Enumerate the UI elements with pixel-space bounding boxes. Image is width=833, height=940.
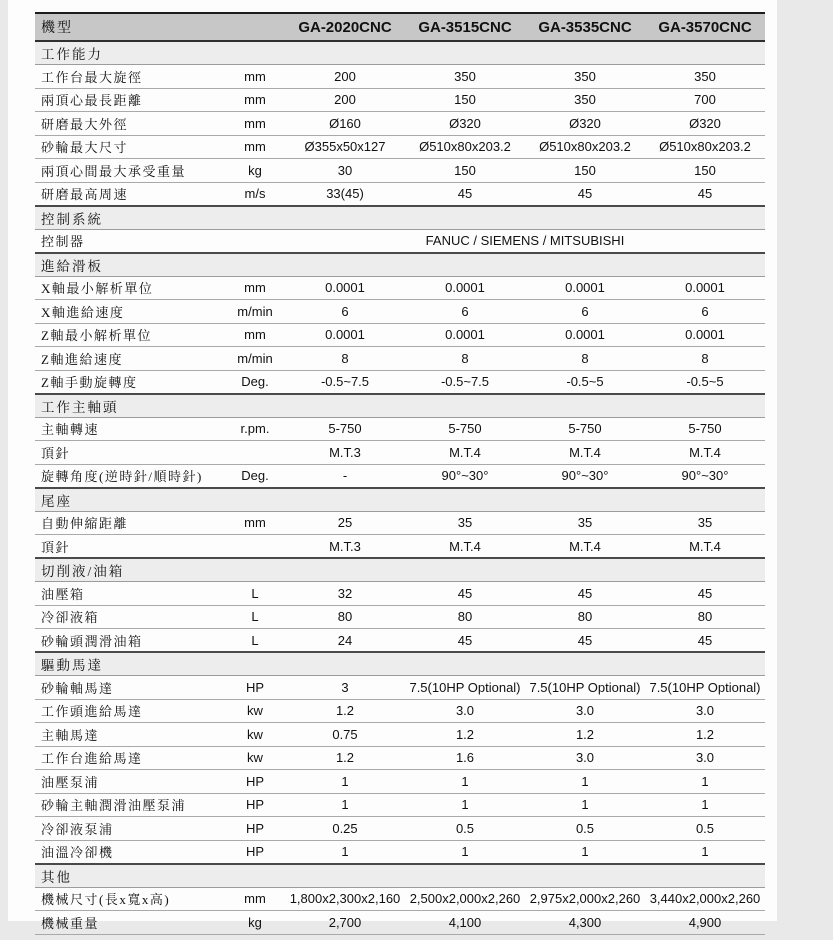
- spec-value-cell: 3.0: [575, 750, 595, 766]
- spec-value-cell: 350: [574, 68, 596, 84]
- spec-row: [35, 911, 765, 935]
- spec-unit-cell: Deg.: [241, 374, 269, 389]
- spec-row: [35, 229, 765, 253]
- table-header: [35, 13, 765, 41]
- spec-unit-cell: L: [251, 609, 259, 625]
- spec-value-cell: 1: [461, 773, 469, 789]
- spec-value-cell: Ø355x50x127: [304, 139, 386, 155]
- spec-label-cell: Z軸手動旋轉度: [41, 375, 138, 390]
- spec-unit-cell: m/s: [244, 186, 266, 201]
- spec-row: [35, 65, 765, 89]
- spec-unit-cell: kw: [247, 726, 263, 742]
- spec-label-cell: 砂輪頭潤滑油箱: [41, 633, 143, 649]
- spec-unit-cell: mm: [244, 891, 266, 907]
- spec-unit-cell: HP: [245, 820, 265, 836]
- spec-row: [35, 135, 765, 159]
- section-header-row: [35, 488, 765, 512]
- spec-unit-cell: [225, 229, 285, 253]
- spec-label-cell: 機械尺寸(長x寬x高): [41, 892, 171, 908]
- spec-value-cell: M.T.4: [689, 538, 721, 554]
- spec-value-cell: 4,300: [568, 914, 602, 930]
- spec-unit-cell: mm: [244, 115, 266, 131]
- spec-value-cell: M.T.4: [569, 444, 601, 460]
- model-column-header: GA-2020CNC: [298, 18, 392, 36]
- spec-label-cell: X軸進給速度: [41, 304, 125, 320]
- spec-label-cell: 油溫冷卻機: [41, 845, 114, 860]
- spec-value-cell: 8: [581, 350, 589, 366]
- spec-value-cell: 1.2: [455, 726, 475, 742]
- spec-value-cell: 1: [701, 773, 709, 789]
- spec-value-cell: 45: [697, 585, 713, 601]
- spec-value-cell: 45: [457, 632, 473, 648]
- spec-row: [35, 676, 765, 700]
- spec-value-cell: 1: [581, 844, 589, 859]
- spec-value-cell: 80: [577, 609, 593, 625]
- model-column-header: GA-3535CNC: [538, 18, 632, 36]
- spec-row: [35, 817, 765, 841]
- spec-label-cell: 研磨最高周速: [41, 187, 129, 202]
- spec-unit-cell: [225, 535, 285, 559]
- spec-row: [35, 347, 765, 371]
- spec-row: [35, 629, 765, 653]
- spec-unit-cell: Deg.: [241, 468, 269, 483]
- spec-value-cell: 45: [697, 632, 713, 648]
- spec-row: [35, 887, 765, 911]
- spec-unit-cell: r.pm.: [240, 421, 270, 437]
- spec-value-cell: 0.5: [455, 820, 475, 836]
- spec-unit-cell: HP: [245, 679, 265, 695]
- spec-row: [35, 300, 765, 324]
- spec-value-cell: 25: [337, 515, 353, 531]
- section-header-row: [35, 206, 765, 230]
- spec-value-cell: 3.0: [695, 750, 715, 766]
- spec-label-cell: X軸最小解析單位: [41, 281, 154, 297]
- spec-row: [35, 112, 765, 136]
- spec-label-cell: 主軸馬達: [41, 727, 100, 743]
- spec-value-cell: 5-750: [448, 421, 482, 437]
- spec-unit-cell: mm: [244, 280, 266, 296]
- spec-value-cell: Ø510x80x203.2: [419, 139, 511, 155]
- spec-value-cell: 0.75: [332, 726, 358, 742]
- spec-row: [35, 699, 765, 723]
- spec-value-cell: 1: [341, 844, 349, 859]
- spec-unit-cell: HP: [245, 844, 265, 859]
- spec-unit-cell: HP: [245, 773, 265, 789]
- spec-unit-cell: kg: [248, 162, 262, 178]
- spec-value-cell: 0.5: [695, 820, 715, 836]
- model-row-label: 機型: [41, 21, 73, 36]
- spec-value-cell: 45: [577, 186, 593, 201]
- spec-value-cell: 1: [341, 797, 349, 813]
- section-title: 控制系統: [41, 211, 103, 227]
- spec-value-cell: M.T.4: [449, 538, 481, 554]
- spec-value-cell: 35: [577, 515, 593, 531]
- spec-value-cell: Ø160: [329, 115, 361, 131]
- section-header-row: [35, 652, 765, 676]
- spec-value-cell: 1: [701, 844, 709, 859]
- spec-label-cell: 冷卻液箱: [41, 610, 100, 626]
- spec-value-cell: 80: [337, 609, 353, 625]
- spec-row: [35, 605, 765, 629]
- spec-value-cell: Ø320: [569, 115, 601, 131]
- model-column-header: GA-3515CNC: [418, 18, 512, 36]
- spec-value-cell: 45: [577, 585, 593, 601]
- spec-row: [35, 793, 765, 817]
- spec-value-cell: 7.5(10HP Optional): [529, 679, 641, 695]
- section-title: 進給滑板: [41, 258, 103, 274]
- spec-table: [35, 12, 765, 935]
- spec-label-cell: 冷卻液泵浦: [41, 821, 114, 837]
- spec-value-cell: 350: [694, 68, 716, 84]
- spec-value-cell: 2,700: [328, 914, 362, 930]
- section-header-row: [35, 253, 765, 277]
- spec-value-cell: 6: [701, 303, 709, 319]
- spec-value-cell: M.T.3: [329, 444, 361, 460]
- spec-value-cell: 5-750: [688, 421, 722, 437]
- section-title: 驅動馬達: [41, 658, 103, 673]
- spec-value-cell: 1.2: [695, 726, 715, 742]
- spec-value-cell: 1: [461, 844, 469, 859]
- spec-value-cell: -0.5~5: [686, 374, 724, 389]
- spec-value-cell: M.T.4: [569, 538, 601, 554]
- spec-value-cell: 1: [581, 797, 589, 813]
- model-column-header: GA-3570CNC: [658, 18, 752, 36]
- spec-value-cell: -0.5~7.5: [440, 374, 490, 389]
- spec-unit-cell: mm: [244, 327, 266, 343]
- spec-value-cell: 700: [694, 92, 716, 108]
- spec-value-cell: Ø320: [449, 115, 481, 131]
- spec-value-cell: 200: [334, 92, 356, 108]
- spec-value-cell: 350: [454, 68, 476, 84]
- spec-label-cell: Z軸進給速度: [41, 351, 123, 367]
- spec-value-cell: 0.25: [332, 820, 358, 836]
- spec-value-cell: Ø320: [689, 115, 721, 131]
- spec-row: [35, 723, 765, 747]
- document-page: [8, 0, 777, 931]
- spec-label-cell: 自動伸縮距離: [41, 516, 129, 532]
- spec-label-cell: 油壓箱: [41, 586, 85, 602]
- spec-row: [35, 182, 765, 206]
- spec-label-cell: 頂針: [41, 445, 71, 461]
- spec-value-cell: 4,900: [688, 914, 722, 930]
- spec-value-cell: 35: [457, 515, 473, 531]
- spec-value-cell: 0.5: [575, 820, 595, 836]
- spec-value-cell: 1.6: [455, 750, 475, 766]
- spec-value-cell: 6: [581, 303, 589, 319]
- spec-label-cell: 兩頂心最長距離: [41, 93, 143, 109]
- spec-label-cell: 頂針: [41, 539, 71, 555]
- spec-unit-cell: mm: [244, 68, 266, 84]
- spec-label-cell: 工作台最大旋徑: [41, 69, 143, 85]
- spec-unit-cell: kg: [248, 914, 262, 930]
- spec-unit-cell: L: [251, 632, 259, 648]
- spec-value-cell: M.T.4: [449, 444, 481, 460]
- spec-value-cell: 45: [577, 632, 593, 648]
- section-header-row: [35, 558, 765, 582]
- spec-unit-cell: mm: [244, 92, 266, 108]
- spec-value-cell: 5-750: [328, 421, 362, 437]
- spec-value-cell: M.T.4: [689, 444, 721, 460]
- spec-row: [35, 511, 765, 535]
- spec-row: [35, 464, 765, 488]
- spec-unit-cell: mm: [244, 139, 266, 155]
- spec-value-cell: 6: [341, 303, 349, 319]
- spec-value-cell: M.T.3: [329, 538, 361, 554]
- section-header-row: [35, 41, 765, 65]
- spec-value-cell: 0.0001: [445, 280, 485, 296]
- spec-value-cell: 1: [581, 773, 589, 789]
- spec-value-cell: 7.5(10HP Optional): [649, 679, 761, 695]
- spec-label-cell: 工作台進給馬達: [41, 751, 143, 767]
- spec-label-cell: 砂輪最大尺寸: [41, 140, 129, 156]
- spec-row: [35, 370, 765, 394]
- spec-value-cell: 32: [337, 585, 353, 601]
- spec-value-cell: 1: [461, 797, 469, 813]
- spec-label-cell: 主軸轉速: [41, 422, 100, 438]
- spec-value-cell: 3.0: [575, 703, 595, 719]
- spec-value-cell: -: [342, 468, 348, 483]
- spec-value-cell: 45: [697, 186, 713, 201]
- spec-value-cell: 3.0: [455, 703, 475, 719]
- section-title: 尾座: [41, 493, 72, 509]
- spec-value-cell: 80: [697, 609, 713, 625]
- spec-value-cell: 150: [574, 162, 596, 178]
- spec-value-cell: 30: [337, 162, 353, 178]
- spec-value-cell: 45: [457, 585, 473, 601]
- spec-row: [35, 746, 765, 770]
- spec-value-cell: 90°~30°: [561, 468, 609, 483]
- spec-unit-cell: m/min: [237, 350, 273, 366]
- spec-unit-cell: L: [251, 585, 259, 601]
- spec-value-cell: 80: [457, 609, 473, 625]
- spec-value-cell: 350: [574, 92, 596, 108]
- spec-unit-cell: HP: [245, 797, 265, 813]
- spec-label-cell: 砂輪軸馬達: [41, 680, 114, 696]
- spec-value-cell: 1: [341, 773, 349, 789]
- section-title: 切削液/油箱: [41, 564, 125, 579]
- spec-row: [35, 417, 765, 441]
- spec-row: [35, 840, 765, 864]
- spec-label-cell: 油壓泵浦: [41, 774, 100, 790]
- spec-value-cell: 33(45): [326, 186, 364, 201]
- spec-value-cell: 0.0001: [325, 327, 365, 343]
- spec-value-cell: 5-750: [568, 421, 602, 437]
- spec-value-cell: 150: [454, 162, 476, 178]
- spec-row: [35, 535, 765, 559]
- spec-label-cell: 研磨最大外徑: [41, 116, 129, 132]
- spec-value-cell: 150: [454, 92, 476, 108]
- spec-value-cell: 1: [701, 797, 709, 813]
- spec-value-cell: 3,440x2,000x2,260: [649, 891, 761, 907]
- spec-value-cell: 2,500x2,000x2,260: [409, 891, 521, 907]
- spec-value-cell: 1.2: [335, 703, 355, 719]
- section-header-row: [35, 864, 765, 888]
- spec-label-cell: 控制器: [41, 234, 85, 249]
- spec-value-cell: 6: [461, 303, 469, 319]
- spec-value-cell: 90°~30°: [441, 468, 489, 483]
- spec-value-cell: 8: [701, 350, 709, 366]
- table-header-row: [35, 13, 765, 41]
- spec-row: [35, 159, 765, 183]
- spec-value-cell: 0.0001: [445, 327, 485, 343]
- spec-label-cell: 砂輪主軸潤滑油壓泵浦: [41, 798, 187, 814]
- spec-value-cell: 90°~30°: [681, 468, 729, 483]
- spec-value-cell: 3: [341, 679, 349, 695]
- spec-value-cell: 0.0001: [325, 280, 365, 296]
- spec-label-cell: 機械重量: [41, 915, 100, 931]
- spec-value-cell: 8: [341, 350, 349, 366]
- spec-row: [35, 770, 765, 794]
- spec-value-cell: 0.0001: [565, 280, 605, 296]
- section-header-row: [35, 394, 765, 418]
- section-title: 工作主軸頭: [41, 399, 119, 415]
- spec-value-cell: 1,800x2,300x2,160: [289, 891, 401, 907]
- spec-value-cell: 1.2: [335, 750, 355, 766]
- spec-value-cell: 35: [697, 515, 713, 531]
- spec-value-cell: 3.0: [695, 703, 715, 719]
- spec-value-cell: 7.5(10HP Optional): [409, 679, 521, 695]
- spec-value-cell: 45: [457, 186, 473, 201]
- spec-value-cell: -0.5~5: [566, 374, 604, 389]
- spec-label-cell: 旋轉角度(逆時針/順時針): [41, 469, 203, 484]
- spec-value-cell: -0.5~7.5: [320, 374, 370, 389]
- spec-unit-cell: kw: [247, 750, 263, 766]
- spec-value-cell: 0.0001: [685, 280, 725, 296]
- spec-value-cell: 200: [334, 68, 356, 84]
- spec-unit-cell: kw: [247, 703, 263, 719]
- spec-value-cell: 0.0001: [565, 327, 605, 343]
- spec-unit-cell: [225, 441, 285, 465]
- spec-label-cell: Z軸最小解析單位: [41, 328, 152, 344]
- spec-value-cell: 150: [694, 162, 716, 178]
- spec-row: [35, 276, 765, 300]
- section-title: 工作能力: [41, 47, 103, 62]
- spec-label-cell: 工作頭進給馬達: [41, 704, 143, 720]
- spec-value-cell: 8: [461, 350, 469, 366]
- spec-span-value-cell: FANUC / SIEMENS / MITSUBISHI: [425, 233, 625, 248]
- spec-value-cell: 2,975x2,000x2,260: [529, 891, 641, 907]
- spec-value-cell: 24: [337, 632, 353, 648]
- spec-value-cell: 1.2: [575, 726, 595, 742]
- section-title: 其他: [41, 869, 72, 885]
- spec-unit-cell: mm: [244, 515, 266, 531]
- spec-value-cell: Ø510x80x203.2: [539, 139, 631, 155]
- spec-value-cell: 4,100: [448, 914, 482, 930]
- spec-row: [35, 88, 765, 112]
- spec-label-cell: 兩頂心間最大承受重量: [41, 163, 187, 179]
- spec-value-cell: Ø510x80x203.2: [659, 139, 751, 155]
- spec-row: [35, 323, 765, 347]
- table-body: [35, 41, 765, 934]
- spec-row: [35, 582, 765, 606]
- spec-unit-cell: m/min: [237, 303, 273, 319]
- spec-row: [35, 441, 765, 465]
- spec-value-cell: 0.0001: [685, 327, 725, 343]
